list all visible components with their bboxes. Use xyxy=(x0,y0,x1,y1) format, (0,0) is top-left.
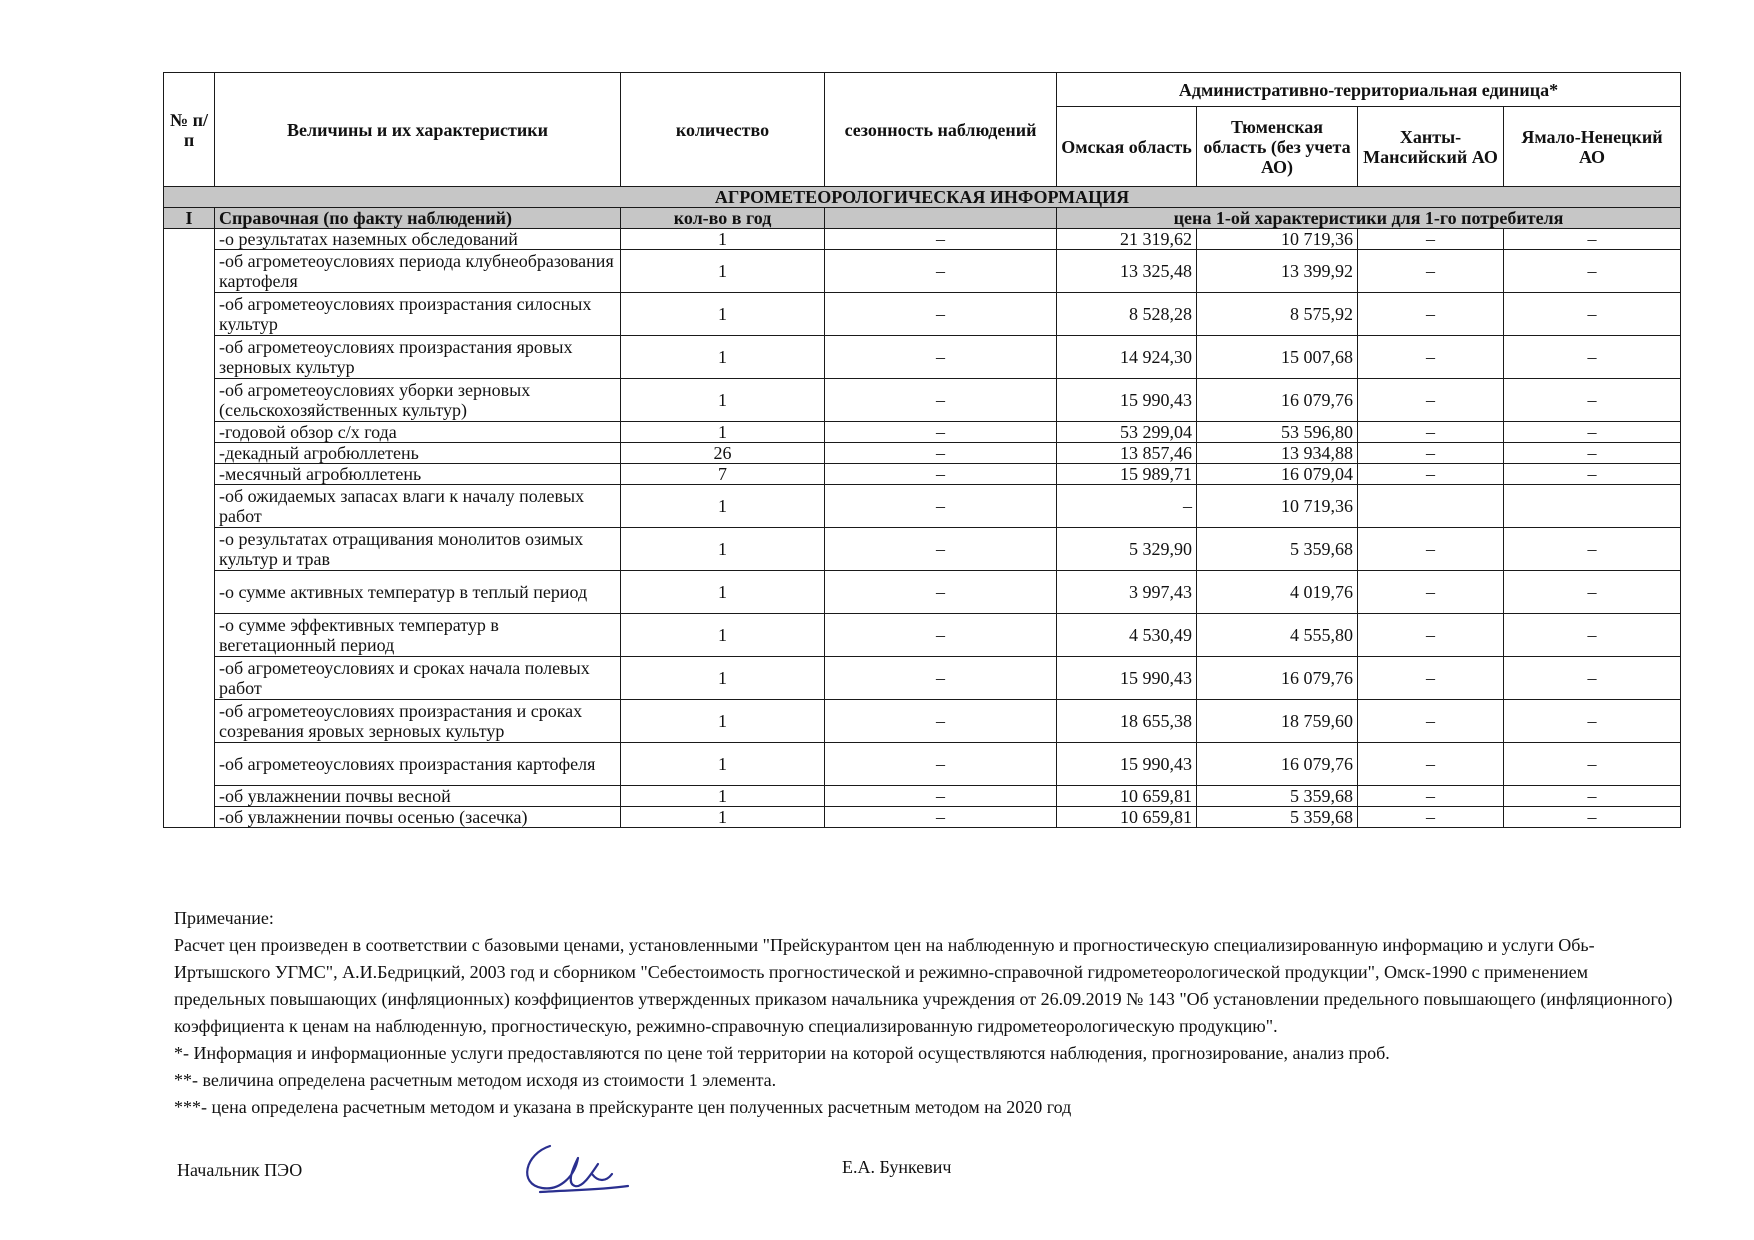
row-quantity: 1 xyxy=(621,229,825,250)
row-season: – xyxy=(825,657,1057,700)
table-row xyxy=(164,250,1681,293)
row-price-tyumen: 13 934,88 xyxy=(1197,443,1358,464)
header-region-tyumen: Тюменская область (без учета АО) xyxy=(1197,107,1358,187)
row-price-tyumen: 5 359,68 xyxy=(1197,807,1358,828)
row-price-omsk: 15 990,43 xyxy=(1057,379,1197,422)
row-name: -годовой обзор с/х года xyxy=(215,422,621,443)
header-num: № п/п xyxy=(164,73,215,187)
row-price-hmao: – xyxy=(1358,614,1504,657)
row-price-yanao: – xyxy=(1504,700,1681,743)
row-season: – xyxy=(825,250,1057,293)
row-price-omsk: 4 530,49 xyxy=(1057,614,1197,657)
row-quantity: 1 xyxy=(621,422,825,443)
row-quantity: 1 xyxy=(621,614,825,657)
header-season: сезонность наблюдений xyxy=(825,73,1057,187)
row-season: – xyxy=(825,422,1057,443)
row-price-hmao: – xyxy=(1358,250,1504,293)
table-row xyxy=(164,422,1681,443)
row-price-hmao: – xyxy=(1358,379,1504,422)
row-price-yanao: – xyxy=(1504,743,1681,786)
row-name: -о сумме активных температур в теплый период xyxy=(215,571,621,614)
table-row xyxy=(164,807,1681,828)
row-season: – xyxy=(825,443,1057,464)
row-price-yanao: – xyxy=(1504,807,1681,828)
row-price-hmao: – xyxy=(1358,528,1504,571)
table-row xyxy=(164,229,1681,250)
row-quantity: 1 xyxy=(621,807,825,828)
row-price-hmao: – xyxy=(1358,786,1504,807)
row-name: -об агрометеоусловиях произрастания силосных культур xyxy=(215,293,621,336)
header-region-yanao: Ямало-Ненецкий АО xyxy=(1504,107,1681,187)
row-name: -об агрометеоусловиях и сроках начала полевых работ xyxy=(215,657,621,700)
row-price-yanao: – xyxy=(1504,571,1681,614)
row-name: -об агрометеоусловиях произрастания яровых зерновых культур xyxy=(215,336,621,379)
notes-title: Примечание: xyxy=(174,908,274,928)
row-season: – xyxy=(825,464,1057,485)
footnote-star1: *- Информация и информационные услуги предоставляются по цене той территории на которой осуществляются наблюдения, прогнозирование, анализ проб. xyxy=(174,1043,1390,1063)
row-name: -месячный агробюллетень xyxy=(215,464,621,485)
row-price-yanao: – xyxy=(1504,443,1681,464)
row-price-yanao: – xyxy=(1504,786,1681,807)
notes-main: Расчет цен произведен в соответствии с базовыми ценами, установленными "Прейскурантом цен на наблюденную и прогностическую специализированную информацию и услуги Обь-Иртышского УГМС", А.И.Бедрицкий, 2003 год и сборником "Себестоимость прогностической и режимно-справочной гидрометеорологической продукции", Омск-1990 с применением предельных повышающих (инфляционных) коэффициентов утвержденных приказом начальника учреждения от 26.09.2019 № 143 "Об установлении предельного повышающего (инфляционного) коэффициента к ценам на наблюденную, прогностическую, режимно-справочную специализированную гидрометеорологическую продукцию". xyxy=(174,935,1673,1036)
table-row xyxy=(164,336,1681,379)
row-name: -декадный агробюллетень xyxy=(215,443,621,464)
row-price-omsk: 3 997,43 xyxy=(1057,571,1197,614)
row-price-yanao xyxy=(1504,485,1681,528)
table-row xyxy=(164,528,1681,571)
row-price-omsk: 15 990,43 xyxy=(1057,657,1197,700)
signature-mark xyxy=(520,1136,630,1196)
row-price-tyumen: 5 359,68 xyxy=(1197,786,1358,807)
footnote-star3: ***- цена определена расчетным методом и указана в прейскуранте цен полученных расчетным методом на 2020 год xyxy=(174,1097,1072,1117)
row-price-tyumen: 4 555,80 xyxy=(1197,614,1358,657)
row-season: – xyxy=(825,786,1057,807)
table-row xyxy=(164,700,1681,743)
row-price-yanao: – xyxy=(1504,657,1681,700)
table-row xyxy=(164,657,1681,700)
row-price-omsk: 14 924,30 xyxy=(1057,336,1197,379)
row-price-tyumen: 10 719,36 xyxy=(1197,485,1358,528)
table-row xyxy=(164,614,1681,657)
row-price-tyumen: 13 399,92 xyxy=(1197,250,1358,293)
row-price-omsk: 15 990,43 xyxy=(1057,743,1197,786)
row-quantity: 1 xyxy=(621,336,825,379)
row-price-omsk: 5 329,90 xyxy=(1057,528,1197,571)
row-season: – xyxy=(825,528,1057,571)
row-price-yanao: – xyxy=(1504,422,1681,443)
row-price-hmao: – xyxy=(1358,293,1504,336)
row-quantity: 1 xyxy=(621,657,825,700)
row-price-omsk: 10 659,81 xyxy=(1057,807,1197,828)
row-price-hmao: – xyxy=(1358,657,1504,700)
table-row xyxy=(164,293,1681,336)
row-name: -о результатах наземных обследований xyxy=(215,229,621,250)
row-price-hmao: – xyxy=(1358,807,1504,828)
signature-name: Е.А. Бункевич xyxy=(842,1157,952,1177)
row-season: – xyxy=(825,700,1057,743)
row-price-tyumen: 15 007,68 xyxy=(1197,336,1358,379)
row-price-hmao: – xyxy=(1358,464,1504,485)
subsection-name: Справочная (по факту наблюдений) xyxy=(215,208,621,229)
row-price-yanao: – xyxy=(1504,250,1681,293)
table-row xyxy=(164,786,1681,807)
row-quantity: 1 xyxy=(621,528,825,571)
row-price-tyumen: 16 079,76 xyxy=(1197,743,1358,786)
header-quantity: количество xyxy=(621,73,825,187)
header-region-hmao: Ханты-Мансийский АО xyxy=(1358,107,1504,187)
row-name: -об агрометеоусловиях уборки зерновых (сельскохозяйственных культур) xyxy=(215,379,621,422)
section-title: АГРОМЕТЕОРОЛОГИЧЕСКАЯ ИНФОРМАЦИЯ xyxy=(164,187,1681,208)
row-price-omsk: 10 659,81 xyxy=(1057,786,1197,807)
row-season: – xyxy=(825,743,1057,786)
row-quantity: 1 xyxy=(621,379,825,422)
table-row xyxy=(164,485,1681,528)
row-price-tyumen: 18 759,60 xyxy=(1197,700,1358,743)
row-price-yanao: – xyxy=(1504,229,1681,250)
row-price-yanao: – xyxy=(1504,464,1681,485)
row-season: – xyxy=(825,229,1057,250)
table-row xyxy=(164,464,1681,485)
row-price-tyumen: 16 079,76 xyxy=(1197,657,1358,700)
row-name: -о результатах отращивания монолитов озимых культур и трав xyxy=(215,528,621,571)
row-price-yanao: – xyxy=(1504,336,1681,379)
row-price-tyumen: 4 019,76 xyxy=(1197,571,1358,614)
row-quantity: 1 xyxy=(621,250,825,293)
row-quantity: 1 xyxy=(621,743,825,786)
subsection-num: I xyxy=(164,208,215,229)
row-season: – xyxy=(825,614,1057,657)
row-price-yanao: – xyxy=(1504,614,1681,657)
row-num-cell xyxy=(164,229,215,828)
header-values: Величины и их характеристики xyxy=(215,73,621,187)
row-quantity: 1 xyxy=(621,700,825,743)
row-name: -о сумме эффективных температур в вегетационный период xyxy=(215,614,621,657)
row-price-yanao: – xyxy=(1504,293,1681,336)
row-season: – xyxy=(825,485,1057,528)
row-season: – xyxy=(825,336,1057,379)
footnote-star2: **- величина определена расчетным методом исходя из стоимости 1 элемента. xyxy=(174,1070,777,1090)
row-season: – xyxy=(825,571,1057,614)
row-price-tyumen: 5 359,68 xyxy=(1197,528,1358,571)
row-price-omsk: – xyxy=(1057,485,1197,528)
row-quantity: 1 xyxy=(621,485,825,528)
row-name: -об агрометеоусловиях периода клубнеобразования картофеля xyxy=(215,250,621,293)
header-region-omsk: Омская область xyxy=(1057,107,1197,187)
table-row xyxy=(164,743,1681,786)
row-name: -об увлажнении почвы весной xyxy=(215,786,621,807)
row-season: – xyxy=(825,379,1057,422)
row-price-hmao: – xyxy=(1358,743,1504,786)
subsection-price-note: цена 1-ой характеристики для 1-го потребителя xyxy=(1057,208,1681,229)
row-price-tyumen: 16 079,76 xyxy=(1197,379,1358,422)
notes-block xyxy=(174,905,1674,1121)
row-name: -об ожидаемых запасах влаги к началу полевых работ xyxy=(215,485,621,528)
table-row xyxy=(164,379,1681,422)
subsection-season-empty xyxy=(825,208,1057,229)
signature-title: Начальник ПЭО xyxy=(177,1160,303,1180)
row-price-hmao: – xyxy=(1358,422,1504,443)
row-price-omsk: 18 655,38 xyxy=(1057,700,1197,743)
subsection-quantity: кол-во в год xyxy=(621,208,825,229)
row-price-omsk: 13 325,48 xyxy=(1057,250,1197,293)
row-quantity: 26 xyxy=(621,443,825,464)
row-price-tyumen: 8 575,92 xyxy=(1197,293,1358,336)
row-quantity: 7 xyxy=(621,464,825,485)
row-name: -об агрометеоусловиях произрастания и сроках созревания яровых зерновых культур xyxy=(215,700,621,743)
table-row xyxy=(164,571,1681,614)
row-quantity: 1 xyxy=(621,293,825,336)
row-price-yanao: – xyxy=(1504,379,1681,422)
row-price-hmao: – xyxy=(1358,700,1504,743)
row-price-omsk: 13 857,46 xyxy=(1057,443,1197,464)
row-price-hmao: – xyxy=(1358,443,1504,464)
price-table xyxy=(163,72,1681,828)
row-name: -об увлажнении почвы осенью (засечка) xyxy=(215,807,621,828)
row-price-tyumen: 53 596,80 xyxy=(1197,422,1358,443)
row-price-hmao: – xyxy=(1358,336,1504,379)
row-price-tyumen: 10 719,36 xyxy=(1197,229,1358,250)
header-admin-unit: Административно-территориальная единица* xyxy=(1057,73,1681,107)
row-price-yanao: – xyxy=(1504,528,1681,571)
row-price-hmao: – xyxy=(1358,229,1504,250)
row-price-omsk: 15 989,71 xyxy=(1057,464,1197,485)
row-price-hmao xyxy=(1358,485,1504,528)
row-season: – xyxy=(825,807,1057,828)
row-price-hmao: – xyxy=(1358,571,1504,614)
row-quantity: 1 xyxy=(621,571,825,614)
table-row xyxy=(164,443,1681,464)
row-quantity: 1 xyxy=(621,786,825,807)
row-price-omsk: 8 528,28 xyxy=(1057,293,1197,336)
row-price-omsk: 21 319,62 xyxy=(1057,229,1197,250)
row-price-omsk: 53 299,04 xyxy=(1057,422,1197,443)
row-season: – xyxy=(825,293,1057,336)
row-name: -об агрометеоусловиях произрастания картофеля xyxy=(215,743,621,786)
row-price-tyumen: 16 079,04 xyxy=(1197,464,1358,485)
